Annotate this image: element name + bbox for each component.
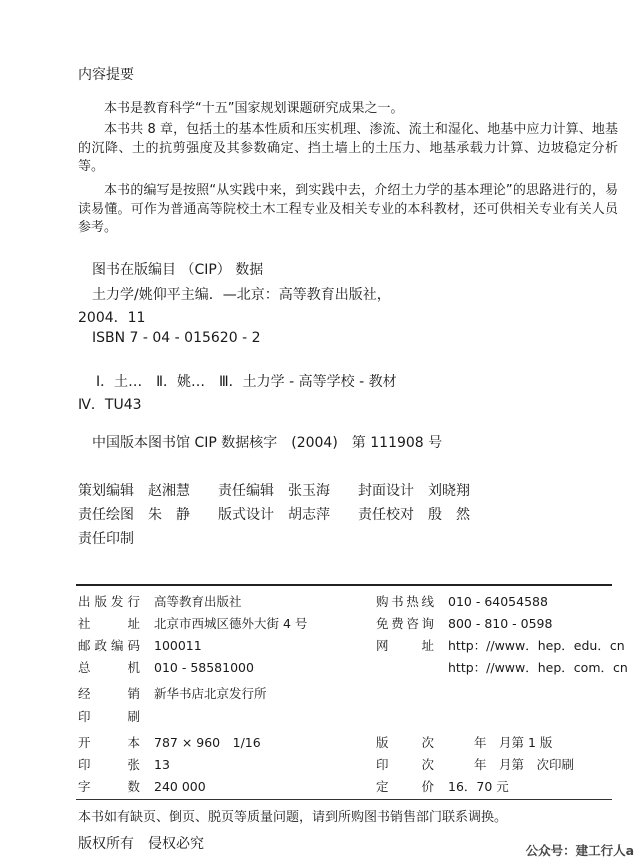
cip-isbn: ISBN 7 - 04 - 015620 - 2 [92,330,261,346]
imprint-words: 字数 240 000 [78,779,206,794]
summary-paragraph-2: 本书共 8 章，包括土的基本性质和压实机理、渗流、流土和湿化、地基中应力计算、地基的沉降、土的抗剪强度及其参数确定、挡土墙上的土压力、地基承载力计算、边坡稳定分析等。 [78,122,618,174]
quality-notice: 本书如有缺页、倒页、脱页等质量问题，请到所购图书销售部门联系调换。 [78,810,508,825]
imprint-postcode: 邮政编码 100011 [78,638,202,653]
summary-paragraph-3: 本书的编写是按照“从实践中来，到实践中去，介绍土力学的基本理论”的思路进行的，易读易懂。可作为普通高等院校土木工程专业及相关专业的本科教材，还可供相关专业有关人员参考。 [78,183,618,235]
imprint-sheets: 印张 13 [78,757,170,772]
summary-title: 内容提要 [78,67,134,83]
imprint-impression: 印次 年 月第 次印刷 [376,757,575,772]
imprint-format: 开本 787 × 960 1/16 [78,735,261,750]
cip-subjects: Ⅰ．土… Ⅱ．姚… Ⅲ．土力学 - 高等学校 - 教材 [96,374,397,390]
credits-row-3: 责任印制 [78,531,134,547]
credits-row-2: 责任绘图 朱 静 版式设计 胡志萍 责任校对 殷 然 [78,507,470,523]
cip-core-number: 中国版本图书馆 CIP 数据核字 (2004) 第 111908 号 [92,435,443,451]
credits-row-1: 策划编辑 赵湘慧 责任编辑 张玉海 封面设计 刘晓翔 [78,483,470,499]
cip-heading: 图书在版编目 （CIP） 数据 [92,262,264,278]
imprint-website: 网址 http：//www．hep．edu．cn [376,638,625,653]
imprint-top-rule [76,584,612,586]
imprint-printer: 印刷 [78,709,140,724]
imprint-address: 社址 北京市西城区德外大街 4 号 [78,616,308,631]
cip-line-1: 土力学/姚仰平主编．—北京：高等教育出版社， [92,287,391,303]
imprint-seller: 经销 新华书店北京发行所 [78,686,267,701]
imprint-consult: 免费咨询 800 - 810 - 0598 [376,616,553,631]
imprint-publisher: 出版发行 高等教育出版社 [78,594,242,609]
imprint-hotline: 购书热线 010 - 64054588 [376,594,548,609]
imprint-bottom-rule [76,799,612,800]
cip-line-2: 2004．11 [78,310,146,326]
copyright-notice: 版权所有 侵权必究 [78,836,204,852]
cip-classification: Ⅳ．TU43 [78,397,142,413]
imprint-price: 定价 16．70 元 [376,779,509,794]
imprint-edition: 版次 年 月第 1 版 [376,735,553,750]
watermark-text: 公众号：建工行人a [525,843,634,858]
summary-paragraph-1: 本书是教育科学“十五”国家规划课题研究成果之一。 [104,101,404,116]
imprint-website-2: http：//www．hep．com．cn [448,660,628,675]
imprint-switchboard: 总机 010 - 58581000 [78,660,254,675]
